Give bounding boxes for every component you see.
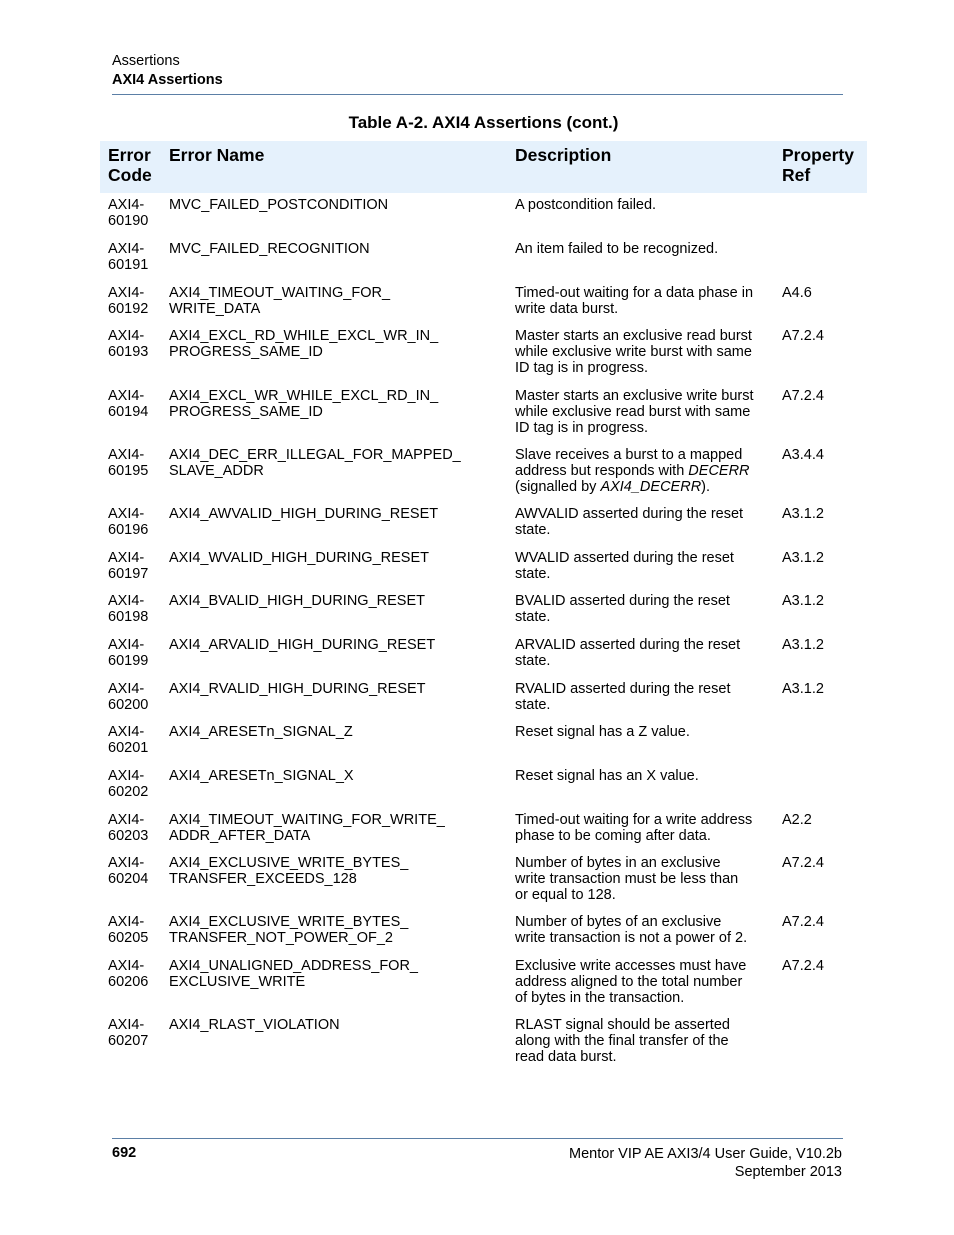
footer-rule (112, 1138, 843, 1139)
column-header-description: Description (507, 141, 774, 193)
description-cell: BVALID asserted during the reset state. (515, 593, 730, 625)
error-code-cell: AXI4- 60195 (108, 447, 149, 479)
description-cell: RLAST signal should be asserted along with the final transfer of the read data burst. (515, 1017, 730, 1065)
table-row (100, 851, 867, 910)
description-cell: Timed-out waiting for a write address phase to be coming after data. (515, 812, 753, 844)
description-cell: Master starts an exclusive write burst while exclusive read burst with same ID tag is in progress. (515, 388, 754, 436)
table-row (100, 546, 867, 589)
table-row (100, 589, 867, 633)
description-cell: Exclusive write accesses must have address aligned to the total number of bytes in the transaction. (515, 958, 747, 1006)
property-ref-cell (774, 764, 867, 808)
table-row (100, 384, 867, 443)
error-name-cell: AXI4_TIMEOUT_WAITING_FOR_WRITE_ ADDR_AFTER_DATA (169, 812, 445, 844)
table-header-row (100, 141, 867, 193)
property-ref-cell: A7.2.4 (782, 388, 824, 404)
page-number: 692 (112, 1145, 137, 1161)
description-cell: WVALID asserted during the reset state. (515, 550, 734, 582)
description-cell: RVALID asserted during the reset state. (515, 681, 731, 713)
error-code-cell: AXI4- 60202 (108, 768, 149, 800)
table-row (100, 764, 867, 808)
error-code-cell: AXI4- 60201 (108, 724, 149, 756)
property-ref-cell (774, 193, 867, 237)
error-name-cell: AXI4_ARVALID_HIGH_DURING_RESET (169, 637, 436, 653)
property-ref-cell: A7.2.4 (782, 958, 824, 974)
table-row (100, 237, 867, 281)
column-header-error-name: Error Name (161, 141, 507, 193)
property-ref-cell: A7.2.4 (782, 328, 824, 344)
property-ref-cell: A7.2.4 (782, 855, 824, 871)
error-name-cell: AXI4_TIMEOUT_WAITING_FOR_ WRITE_DATA (169, 285, 391, 317)
error-code-cell: AXI4- 60198 (108, 593, 149, 625)
property-ref-cell: A3.4.4 (782, 447, 824, 463)
description-cell: Slave receives a burst to a mapped address but responds with DECERR (signalled by AXI4_DECERR). (515, 447, 750, 495)
table-row (100, 720, 867, 764)
property-ref-cell: A3.1.2 (782, 550, 824, 566)
error-name-cell: AXI4_ARESETn_SIGNAL_X (169, 768, 354, 784)
property-ref-cell (774, 237, 867, 281)
description-cell: Number of bytes in an exclusive write transaction must be less than or equal to 128. (515, 855, 739, 903)
subsection-title: AXI4 Assertions (112, 72, 223, 88)
error-code-cell: AXI4- 60205 (108, 914, 149, 946)
error-code-cell: AXI4- 60192 (108, 285, 149, 317)
description-cell: ARVALID asserted during the reset state. (515, 637, 741, 669)
error-name-cell: AXI4_EXCLUSIVE_WRITE_BYTES_ TRANSFER_NOT_POWER_OF_2 (169, 914, 409, 946)
error-name-cell: AXI4_EXCL_WR_WHILE_EXCL_RD_IN_ PROGRESS_SAME_ID (169, 388, 439, 420)
table-row (100, 324, 867, 384)
error-name-cell: AXI4_BVALID_HIGH_DURING_RESET (169, 593, 425, 609)
property-ref-cell: A3.1.2 (782, 681, 824, 697)
table-row (100, 808, 867, 851)
column-header-error-code: Error Code (100, 141, 161, 193)
error-code-cell: AXI4- 60191 (108, 241, 149, 273)
error-name-cell: AXI4_DEC_ERR_ILLEGAL_FOR_MAPPED_ SLAVE_ADDR (169, 447, 461, 479)
error-code-cell: AXI4- 60194 (108, 388, 149, 420)
error-code-cell: AXI4- 60206 (108, 958, 149, 990)
error-name-cell: AXI4_RLAST_VIOLATION (169, 1017, 340, 1033)
property-ref-cell: A3.1.2 (782, 593, 824, 609)
error-code-cell: AXI4- 60196 (108, 506, 149, 538)
error-name-cell: AXI4_ARESETn_SIGNAL_Z (169, 724, 353, 740)
error-name-cell: MVC_FAILED_RECOGNITION (169, 241, 370, 257)
error-code-cell: AXI4- 60207 (108, 1017, 149, 1049)
property-ref-cell: A3.1.2 (782, 506, 824, 522)
property-ref-cell: A2.2 (782, 812, 812, 828)
running-header (112, 52, 223, 90)
doc-date: September 2013 (734, 1164, 842, 1180)
error-code-cell: AXI4- 60199 (108, 637, 149, 669)
error-name-cell: AXI4_EXCL_RD_WHILE_EXCL_WR_IN_ PROGRESS_SAME_ID (169, 328, 439, 360)
description-cell: Master starts an exclusive read burst while exclusive write burst with same ID tag is in progress. (515, 328, 752, 376)
table-row (100, 954, 867, 1013)
description-cell: Reset signal has an X value. (515, 768, 699, 784)
table-row (100, 633, 867, 677)
table-row (100, 1013, 867, 1073)
error-name-cell: AXI4_EXCLUSIVE_WRITE_BYTES_ TRANSFER_EXCEEDS_128 (169, 855, 409, 887)
table-row (100, 502, 867, 546)
error-code-cell: AXI4- 60190 (108, 197, 149, 229)
error-code-cell: AXI4- 60203 (108, 812, 149, 844)
description-cell: Timed-out waiting for a data phase in write data burst. (515, 285, 754, 317)
error-name-cell: AXI4_AWVALID_HIGH_DURING_RESET (169, 506, 439, 522)
footer-doc-info (569, 1145, 842, 1181)
error-code-cell: AXI4- 60204 (108, 855, 149, 887)
description-cell: An item failed to be recognized. (515, 241, 719, 257)
table-title: Table A-2. AXI4 Assertions (cont.) (348, 113, 619, 132)
property-ref-cell (774, 1013, 867, 1073)
description-cell: A postcondition failed. (515, 197, 657, 213)
table-row (100, 281, 867, 324)
table-row (100, 677, 867, 720)
error-code-cell: AXI4- 60197 (108, 550, 149, 582)
property-ref-cell: A7.2.4 (782, 914, 824, 930)
error-name-cell: AXI4_UNALIGNED_ADDRESS_FOR_ EXCLUSIVE_WRITE (169, 958, 418, 990)
table-row (100, 193, 867, 237)
description-cell: Number of bytes of an exclusive write transaction is not a power of 2. (515, 914, 748, 946)
assertions-table (100, 141, 867, 1073)
error-code-cell: AXI4- 60200 (108, 681, 149, 713)
property-ref-cell (774, 720, 867, 764)
section-title: Assertions (112, 53, 180, 69)
table-row (100, 910, 867, 954)
table-row (100, 443, 867, 502)
description-cell: Reset signal has a Z value. (515, 724, 690, 740)
error-name-cell: MVC_FAILED_POSTCONDITION (169, 197, 389, 213)
error-name-cell: AXI4_RVALID_HIGH_DURING_RESET (169, 681, 426, 697)
doc-title: Mentor VIP AE AXI3/4 User Guide, V10.2b (569, 1146, 842, 1162)
property-ref-cell: A3.1.2 (782, 637, 824, 653)
error-name-cell: AXI4_WVALID_HIGH_DURING_RESET (169, 550, 429, 566)
description-cell: AWVALID asserted during the reset state. (515, 506, 744, 538)
property-ref-cell: A4.6 (782, 285, 812, 301)
header-rule (112, 94, 843, 95)
column-header-property-ref: Property Ref (774, 141, 867, 193)
error-code-cell: AXI4- 60193 (108, 328, 149, 360)
